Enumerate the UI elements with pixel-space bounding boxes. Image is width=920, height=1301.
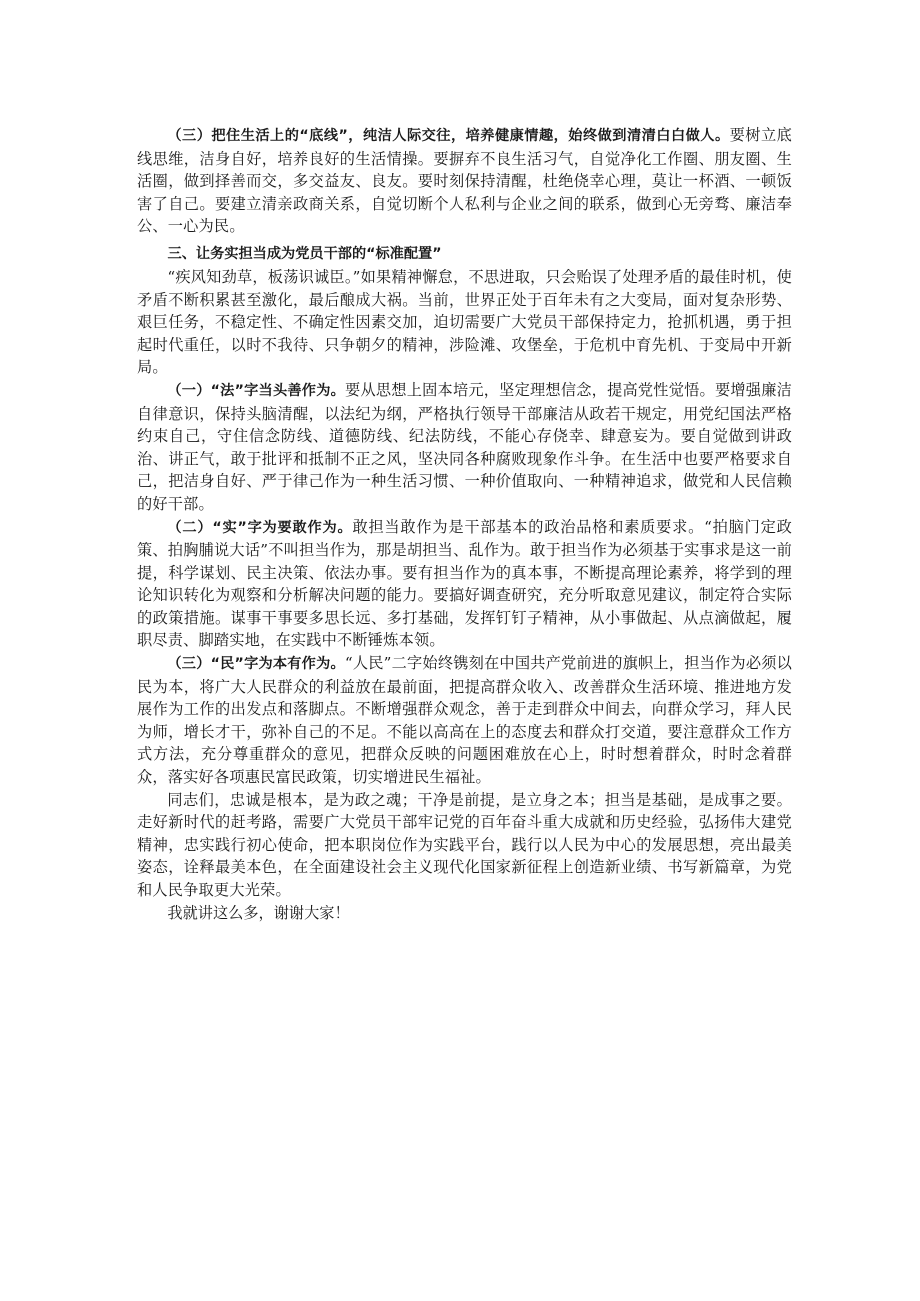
paragraph-bottom-line — [137, 124, 792, 238]
closing-line: 我就讲这么多，谢谢大家！ — [167, 903, 350, 922]
document-page — [137, 124, 792, 924]
section-heading: 三、让务实担当成为党员干部的“标准配置” — [167, 245, 442, 262]
item-lead: （一）“法”字当头善作为。 — [167, 382, 346, 399]
item-body: 敢担当敢作为是干部基本的政治品格和素质要求。“拍脑门定政策、拍胸脯说大话”不叫担当作为，那是胡担当、乱作为。敢于担当作为必须基于实事求是这一前提，科学谋划、民主决策、依法办事。要有担当作为的真本事，不断提高理论素养，将学到的理论知识转化为观察和分析解决问题的能力。要搞好调查研究，充分听取意见建议，制定符合实际的政策措施。谋事干事要多思长远、多打基础，发挥钉钉子精神，从小事做起、从点滴做起，履职尽责、脚踏实地，在实践中不断锤炼本领。 — [137, 517, 793, 650]
paragraph-body: 要树立底线思维，洁身自好，培养良好的生活情操。要摒弃不良生活习气，自觉净化工作圈、朋友圈、生活圈，做到择善而交，多交益友、良友。要时刻保持清醒，杜绝侥幸心理，莫让一杯酒、一顿饭害了自己。要建立清亲政商关系，自觉切断个人私利与企业之间的联系，做到心无旁骛、廉洁奉公、一心为民。 — [137, 126, 792, 236]
item-people — [137, 652, 792, 789]
item-lead: （二）“实”字为要敢作为。 — [167, 519, 353, 536]
paragraph-lead: （三）把住生活上的“底线”，纯洁人际交往，培养健康情趣，始终做到清清白白做人。 — [167, 128, 730, 144]
conclusion-paragraph: 同志们，忠诚是根本，是为政之魂；干净是前提，是立身之本；担当是基础，是成事之要。走好新时代的赶考路，需要广大党员干部牢记党的百年奋斗重大成就和历史经验，弘扬伟大建党精神，忠实践行初心使命，把本职岗位作为实践平台，践行以人民为中心的发展思想，亮出最美姿态，诠释最美本色，在全面建设社会主义现代化国家新征程上创造新业绩、书写新篇章，为党和人民争取更大光荣。 — [137, 790, 792, 899]
item-practical — [137, 516, 792, 653]
item-body: 要从思想上固本培元，坚定理想信念，提高党性觉悟。要增强廉洁自律意识，保持头脑清醒，以法纪为纲，严格执行领导干部廉洁从政若干规定，用党纪国法严格约束自己，守住信念防线、道德防线、纪法防线，不能心存侥幸、肆意妄为。要自觉做到讲政治、讲正气，敢于批评和抵制不正之风，坚决同各种腐败现象作斗争。在生活中也要严格要求自己，把洁身自好、严于律己作为一种生活习惯、一种价值取向、一种精神追求，做党和人民信赖的好干部。 — [137, 380, 792, 513]
item-lead: （三）“民”字为本有作为。 — [167, 656, 345, 673]
item-body: “人民”二字始终镌刻在中国共产党前进的旗帜上，担当作为必须以民为本，将广大人民群众的利益放在最前面，把提高群众收入、改善群众生活环境、推进地方发展作为工作的出发点和落脚点。不断增强群众观念，善于走到群众中间去，向群众学习，拜人民为师，增长才干，弥补自己的不足。不能以高高在上的态度去和群众打交道，要注意群众工作方式方法，充分尊重群众的意见，把群众反映的问题困难放在心上，时时想着群众，时时念着群众，落实好各项惠民富民政策，切实增进民生福祉。 — [137, 654, 793, 787]
item-law — [137, 379, 792, 516]
section-intro: “疾风知劲草，板荡识诚臣。”如果精神懈怠，不思进取，只会贻误了处理矛盾的最佳时机，使矛盾不断积累甚至激化，最后酿成大祸。当前，世界正处于百年未有之大变局，面对复杂形势、艰巨任务，不稳定性、不确定性因素交加，迫切需要广大党员干部保持定力，抢抓机遇，勇于担起时代重任，以时不我待、只争朝夕的精神，涉险滩、攻堡垒，于危机中育先机、于变局中开新局。 — [137, 267, 792, 377]
